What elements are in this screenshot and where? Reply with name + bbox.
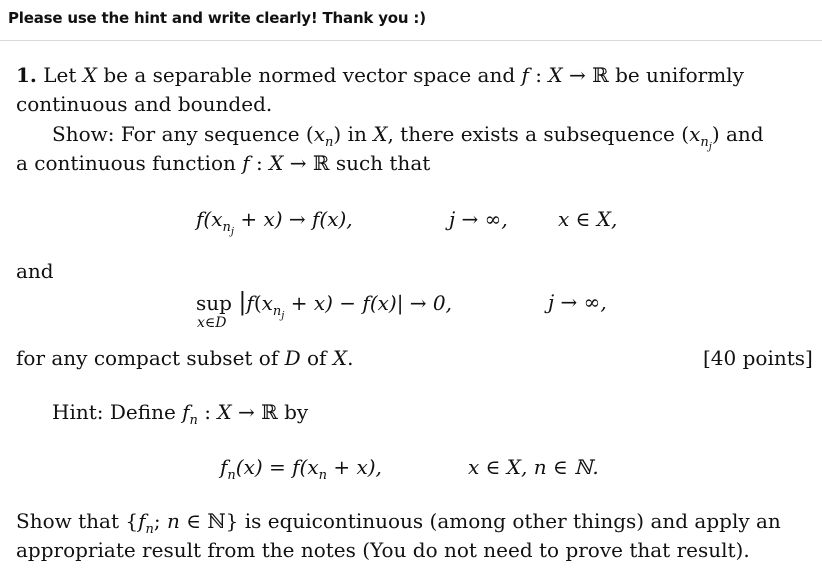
show-that-line: Show that {$f_n$; n ∈ ℕ} is equicontinuous (among other things) and apply an — [16, 509, 781, 537]
problem-number: 1. — [16, 63, 37, 87]
text-compact: for any compact subset of — [16, 346, 279, 370]
text-and-2: and — [16, 259, 54, 283]
eq2-sup: sup — [196, 291, 232, 315]
last-line: appropriate result from the notes (You do not need to prove that result). — [16, 538, 750, 562]
eq2-body: + x) − f(x)| → 0, — [290, 291, 452, 315]
text-continuous-function: a continuous function — [16, 151, 236, 175]
text-of: of — [307, 346, 327, 370]
eq1-cond-j: j → ∞, — [449, 207, 508, 231]
problem-line-4: a continuous function f : X → ℝ such that — [16, 151, 431, 175]
text-and: and — [726, 122, 764, 146]
problem-line-2: continuous and bounded. — [16, 92, 273, 116]
text-separable: be a separable normed vector space and — [103, 63, 516, 87]
equation-3: $f_n(x) = f(x_n + x)$, — [220, 455, 382, 483]
text-uniformly: be uniformly — [615, 63, 744, 87]
points-label: [40 points] — [703, 346, 813, 370]
equation-1: $f(x_{n_j} + x) \to f(x)$, — [196, 207, 353, 238]
text-show-that: Show that — [16, 509, 119, 533]
problem-line-1: 1. Let X be a separable normed vector space and f : X → ℝ be uniformly — [16, 63, 744, 87]
eq3-rhs: + x), — [333, 455, 382, 479]
eq3-lhs: (x) = f(x — [235, 455, 319, 479]
divider — [0, 40, 822, 41]
eq1-lhs: f(x — [196, 207, 223, 231]
eq1-cond-x: x ∈ X, — [558, 207, 618, 231]
eq3-cond: x ∈ X, n ∈ ℕ. — [468, 455, 599, 479]
text-equicontinuous: is equicontinuous (among other things) and apply an — [244, 509, 781, 533]
text-in: in — [347, 122, 367, 146]
text-show: Show: For any sequence — [52, 122, 300, 146]
eq2-cond-j: j → ∞, — [548, 290, 607, 314]
eq2-sup-subscript: x∈D — [197, 315, 227, 331]
text-subsequence: , there exists a subsequence — [387, 122, 675, 146]
compact-line: for any compact subset of D of X. — [16, 346, 354, 370]
eq1-mid: + x) → f(x), — [240, 207, 353, 231]
text-by: by — [284, 400, 309, 424]
text-let: Let — [43, 63, 77, 87]
text-hint: Hint: Define — [52, 400, 176, 424]
header-instruction: Please use the hint and write clearly! Thank you :) — [8, 9, 426, 27]
hint-line: Hint: Define $f_n$ : X → ℝ by — [52, 400, 309, 428]
text-such-that: such that — [335, 151, 431, 175]
problem-show-line: Show: For any sequence $(x_n)$ in X, there exists a subsequence $(x_{n_j})$ and — [52, 122, 764, 153]
equation-2: sup $|f(x_{n_j} + x) - f(x)| \to 0$, — [196, 288, 452, 322]
